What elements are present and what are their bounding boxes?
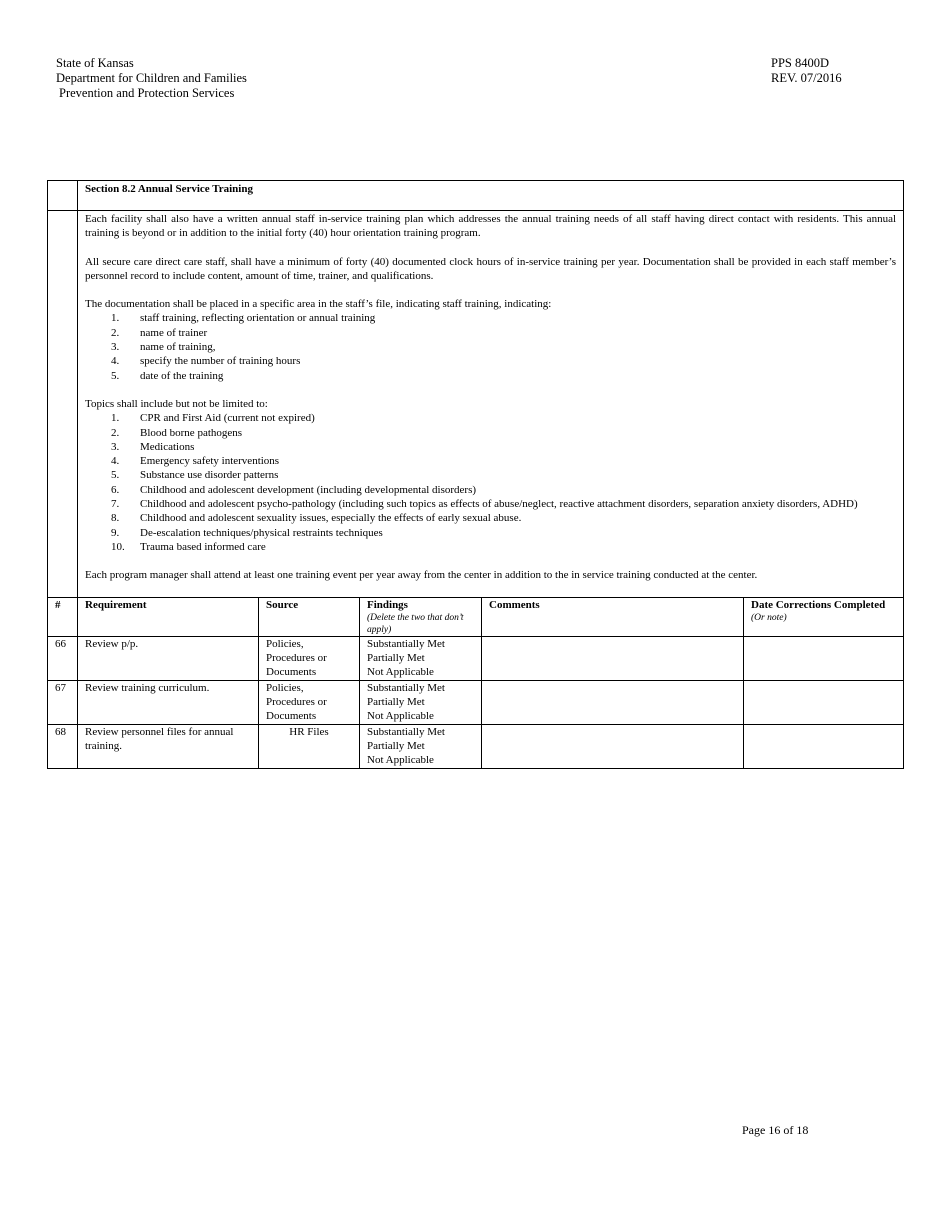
list-item	[85, 497, 896, 511]
table-row	[48, 724, 904, 768]
row-findings	[360, 680, 482, 724]
list-item	[85, 511, 896, 525]
findings-label: Findings	[367, 598, 408, 611]
finding-option: Partially Met	[367, 739, 425, 752]
section-body-num-cell	[48, 211, 78, 598]
header-left	[56, 56, 247, 101]
row-requirement: Review personnel files for annual training.	[78, 724, 259, 768]
finding-option: Not Applicable	[367, 754, 434, 767]
list-item	[85, 468, 896, 482]
list-item-text: Childhood and adolescent development (including developmental disorders)	[140, 483, 477, 496]
list-item-number: 3.	[111, 440, 120, 453]
list-item-number: 8.	[111, 512, 120, 525]
section-title: Section 8.2 Annual Service Training	[78, 181, 904, 211]
table-row	[48, 636, 904, 680]
header-revision: REV. 07/2016	[771, 71, 842, 85]
finding-option: Substantially Met	[367, 637, 445, 650]
row-comments[interactable]	[482, 724, 744, 768]
list-item	[85, 440, 896, 454]
row-source: Policies, Procedures or Documents	[259, 680, 360, 724]
finding-option: Partially Met	[367, 652, 425, 665]
row-date-completed[interactable]	[744, 680, 904, 724]
list-item-text: date of the training	[140, 369, 224, 382]
finding-option: Substantially Met	[367, 725, 445, 738]
paragraph-secure-care: All secure care direct care staff, shall have a minimum of forty (40) documented clock hours of in-service training per year. Documentation shall be provided in each staff member’s personnel record to include content, amount of time, trainer, and qualifications.	[85, 255, 897, 282]
header-department: Department for Children and Families	[56, 71, 247, 85]
date-label: Date Corrections Completed	[751, 598, 886, 611]
row-comments[interactable]	[482, 680, 744, 724]
section-title-num-cell	[48, 181, 78, 211]
list-item	[85, 426, 896, 440]
finding-option: Substantially Met	[367, 681, 445, 694]
finding-option: Partially Met	[367, 696, 425, 709]
list-item-number: 9.	[111, 526, 120, 539]
list-item-text: Blood borne pathogens	[140, 426, 243, 439]
list-item-text: CPR and First Aid (current not expired)	[140, 412, 315, 425]
row-number: 67	[48, 680, 78, 724]
col-header-num: #	[48, 597, 78, 636]
list-item-number: 5.	[111, 469, 120, 482]
col-header-source: Source	[259, 597, 360, 636]
list-item-number: 2.	[111, 326, 120, 339]
list-item-number: 10.	[111, 540, 125, 553]
list-item-text: name of training,	[140, 341, 216, 354]
topics-list	[85, 411, 896, 554]
list-item	[85, 483, 896, 497]
list-item-text: specify the number of training hours	[140, 355, 301, 368]
row-source: Policies, Procedures or Documents	[259, 636, 360, 680]
section-body-row	[48, 211, 904, 598]
list-item-text: Medications	[140, 440, 195, 453]
row-date-completed[interactable]	[744, 636, 904, 680]
header-state: State of Kansas	[56, 56, 134, 70]
list-item	[85, 311, 896, 325]
list-item-text: Emergency safety interventions	[140, 455, 280, 468]
list-item	[85, 454, 896, 468]
row-number: 66	[48, 636, 78, 680]
col-header-findings	[360, 597, 482, 636]
list-item	[85, 326, 896, 340]
col-header-requirement: Requirement	[78, 597, 259, 636]
list-item-number: 1.	[111, 412, 120, 425]
list-item	[85, 354, 896, 368]
documentation-list	[85, 311, 896, 382]
row-date-completed[interactable]	[744, 724, 904, 768]
list-item	[85, 411, 896, 425]
section-title-row	[48, 181, 904, 211]
list-item-number: 1.	[111, 312, 120, 325]
page-number: Page 16 of 18	[742, 1123, 809, 1137]
list-item-text: Childhood and adolescent sexuality issues, especially the effects of early sexual abuse.	[140, 512, 522, 525]
header-form-number: PPS 8400D	[771, 56, 830, 70]
requirement-rows	[48, 636, 904, 768]
row-requirement: Review training curriculum.	[78, 680, 259, 724]
row-number: 68	[48, 724, 78, 768]
list-item-text: Childhood and adolescent psycho-pathology (including such topics as effects of abuse/neglect, reactive attachment disorders, separation anxiety disorders, ADHD)	[140, 498, 858, 511]
header-division: Prevention and Protection Services	[59, 86, 235, 100]
row-source: HR Files	[259, 724, 360, 768]
list-item-text: De-escalation techniques/physical restraints techniques	[140, 526, 383, 539]
finding-option: Not Applicable	[367, 666, 434, 679]
col-header-comments: Comments	[482, 597, 744, 636]
paragraph-topics: Topics shall include but not be limited to:	[85, 397, 268, 410]
list-item-text: staff training, reflecting orientation or annual training	[140, 312, 376, 325]
requirements-table	[47, 180, 904, 769]
col-header-date	[744, 597, 904, 636]
list-item	[85, 540, 896, 554]
list-item-number: 2.	[111, 426, 120, 439]
row-findings	[360, 724, 482, 768]
table-header-row	[48, 597, 904, 636]
list-item-text: Trauma based informed care	[140, 540, 266, 553]
row-requirement: Review p/p.	[78, 636, 259, 680]
list-item-number: 4.	[111, 455, 120, 468]
section-body	[78, 211, 904, 598]
list-item-number: 6.	[111, 483, 120, 496]
list-item-number: 3.	[111, 341, 120, 354]
paragraph-documentation: The documentation shall be placed in a specific area in the staff’s file, indicating staff training, indicating:	[85, 298, 552, 311]
list-item	[85, 526, 896, 540]
row-findings	[360, 636, 482, 680]
finding-option: Not Applicable	[367, 710, 434, 723]
list-item-text: name of trainer	[140, 326, 208, 339]
paragraph-program-manager: Each program manager shall attend at least one training event per year away from the center in addition to the in service training conducted at the center.	[85, 569, 758, 582]
list-item-number: 4.	[111, 355, 120, 368]
list-item-number: 7.	[111, 498, 120, 511]
header-right	[771, 56, 842, 86]
findings-note: (Delete the two that don’t apply)	[367, 612, 464, 635]
list-item-number: 5.	[111, 369, 120, 382]
list-item-text: Substance use disorder patterns	[140, 469, 279, 482]
table-row	[48, 680, 904, 724]
date-note: (Or note)	[751, 612, 787, 623]
paragraph-in-service-plan: Each facility shall also have a written annual staff in-service training plan which addresses the annual training needs of all staff having direct contact with residents. This annual training is beyond or in addition to the initial forty (40) hour orientation training program.	[85, 213, 897, 240]
list-item	[85, 340, 896, 354]
row-comments[interactable]	[482, 636, 744, 680]
list-item	[85, 369, 896, 383]
